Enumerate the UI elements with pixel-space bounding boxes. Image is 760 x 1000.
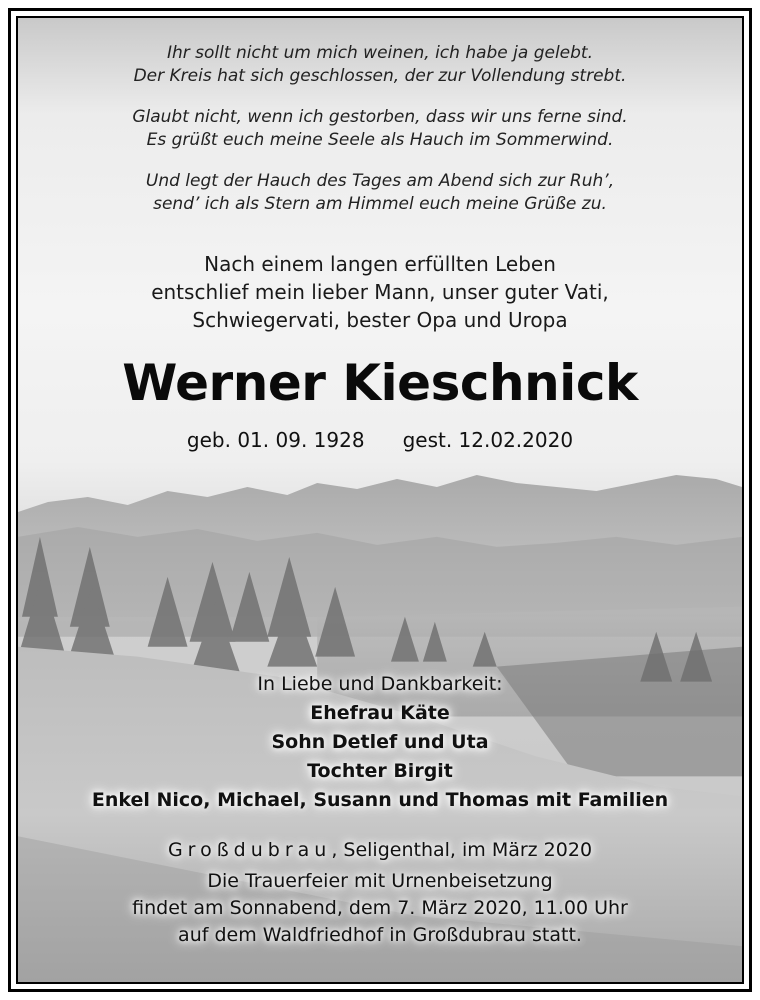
poem-stanza-1 (18, 42, 742, 88)
deceased-name: Werner Kieschnick (122, 354, 638, 412)
birth-date: geb. 01. 09. 1928 (186, 428, 365, 452)
mourners-block (18, 670, 742, 815)
intro-line: Nach einem langen erfüllten Leben (204, 252, 556, 276)
death-date: gest. 12.02.2020 (402, 428, 574, 452)
poem-line: Und legt der Hauch des Tages am Abend sich zur Ruh’, (145, 171, 615, 191)
mourner-name: Sohn Detlef und Uta (271, 731, 489, 753)
poem-line: Ihr sollt nicht um mich weinen, ich habe ja gelebt. (166, 43, 594, 63)
funeral-line: Die Trauerfeier mit Urnenbeisetzung (207, 870, 553, 892)
poem-line: Es grüßt euch meine Seele als Hauch im Sommerwind. (146, 130, 614, 150)
poem-line: Der Kreis hat sich geschlossen, der zur Vollendung strebt. (133, 66, 627, 86)
life-dates (18, 426, 742, 454)
poem-line: Glaubt nicht, wenn ich gestorben, dass wir uns ferne sind. (132, 107, 628, 127)
funeral-line: auf dem Waldfriedhof in Großdubrau statt. (178, 924, 582, 946)
town-name: Großdubrau (167, 839, 332, 861)
death-announcement-intro (18, 250, 742, 334)
poem-line: send’ ich als Stern am Himmel euch meine Grüße zu. (153, 194, 607, 214)
mourner-name: Enkel Nico, Michael, Susann und Thomas mit Familien (91, 789, 669, 811)
obituary-panel (16, 16, 744, 984)
intro-line: entschlief mein lieber Mann, unser guter Vati, (151, 280, 609, 304)
funeral-line: findet am Sonnabend, dem 7. März 2020, 11.00 Uhr (132, 897, 628, 919)
obituary-frame (8, 8, 752, 992)
funeral-notice (18, 868, 742, 949)
mourners-heading: In Liebe und Dankbarkeit: (257, 673, 503, 695)
intro-line: Schwiegervati, bester Opa und Uropa (192, 308, 568, 332)
place-rest: , Seligenthal, im März 2020 (331, 839, 593, 861)
poem-stanza-2 (18, 106, 742, 152)
poem-stanza-3 (18, 170, 742, 216)
mourner-name: Tochter Birgit (307, 760, 453, 782)
place-and-date (18, 836, 742, 864)
mourner-name: Ehefrau Käte (310, 702, 450, 724)
